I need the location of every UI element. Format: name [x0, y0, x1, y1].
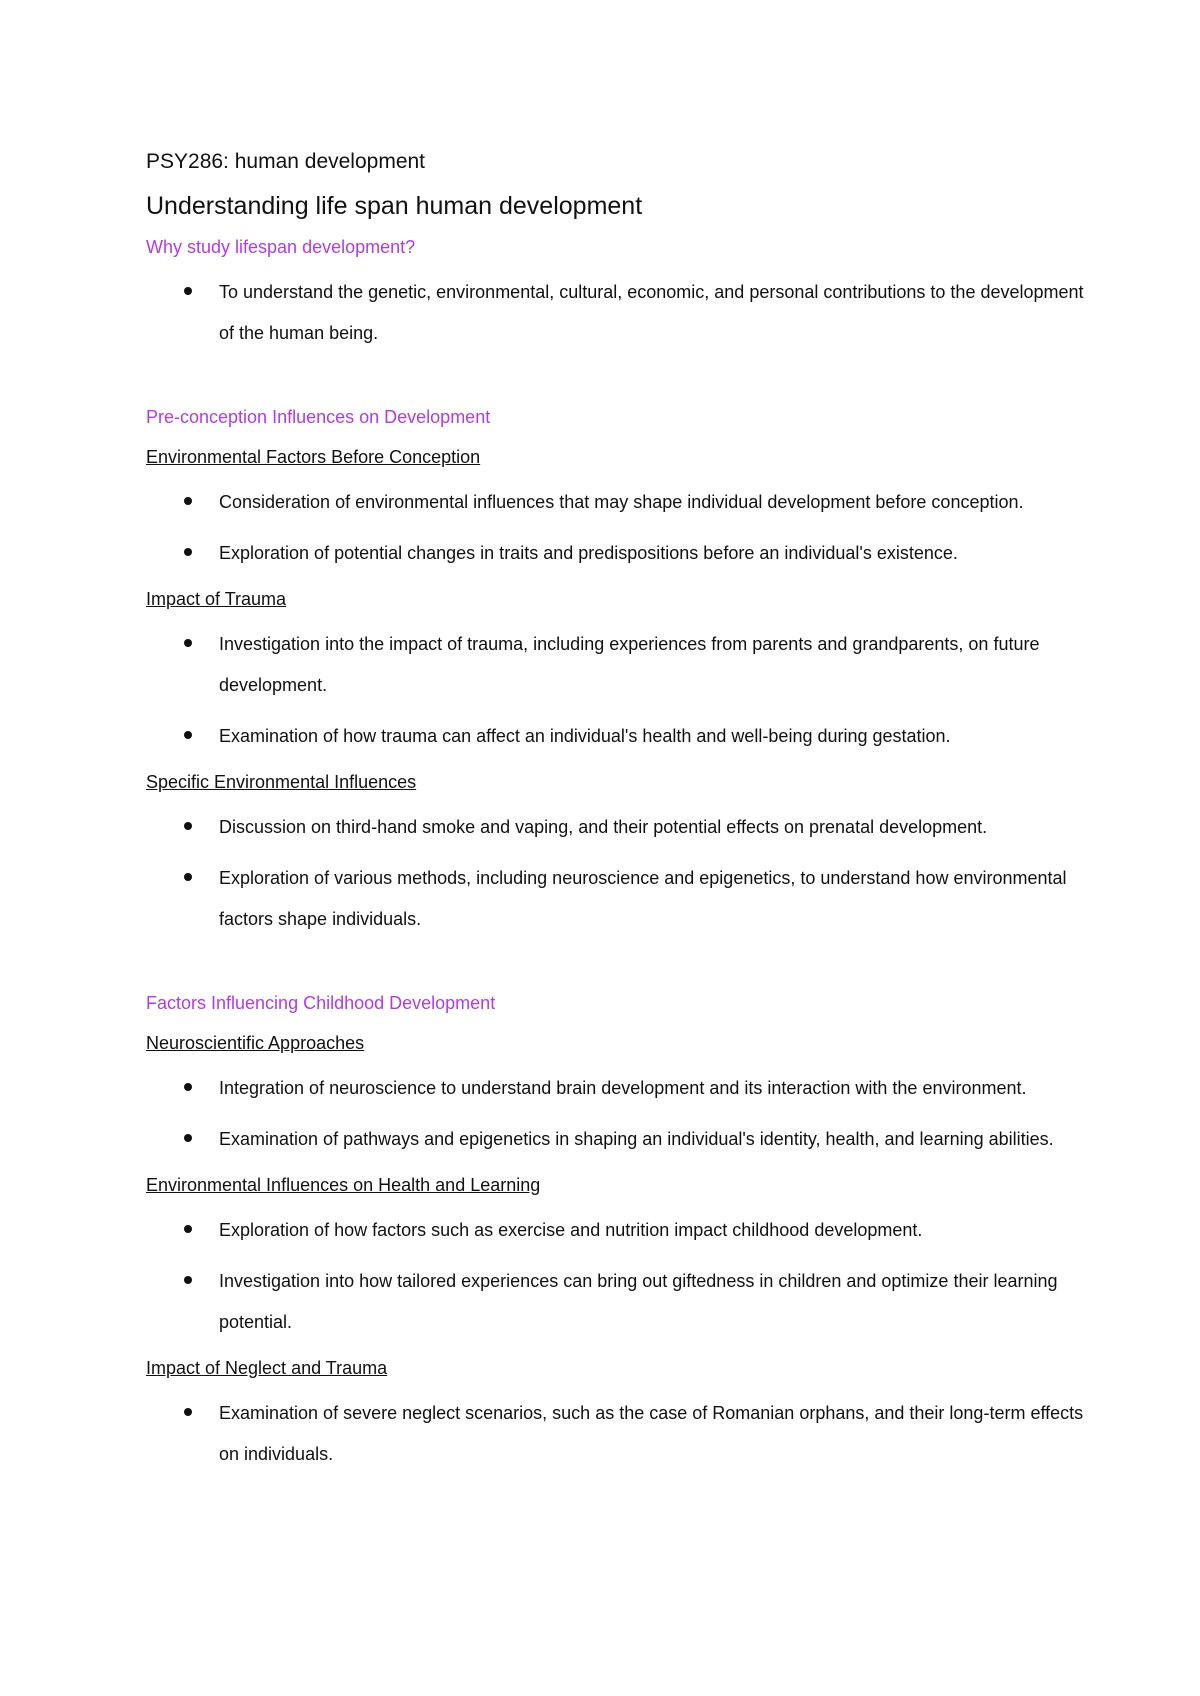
bullet-icon [184, 873, 192, 881]
bullet-item [146, 1068, 1086, 1109]
bullet-text: Examination of severe neglect scenarios, such as the case of Romanian orphans, and their long-term effects on individuals. [219, 1403, 1084, 1464]
bullet-text: To understand the genetic, environmental, cultural, economic, and personal contributions to the development of the human being. [219, 282, 1084, 343]
document-title: PSY286: human development [146, 150, 426, 173]
subheading: Impact of Trauma [146, 589, 287, 609]
bullet-list [146, 807, 1086, 940]
bullet-icon [184, 1134, 192, 1142]
section-spacer [146, 950, 1086, 988]
section-preconception [146, 402, 1086, 940]
bullet-list [146, 272, 1086, 354]
bullet-icon [184, 731, 192, 739]
bullet-icon [184, 1083, 192, 1091]
bullet-icon [184, 639, 192, 647]
bullet-text: Discussion on third-hand smoke and vaping, and their potential effects on prenatal development. [219, 817, 988, 837]
bullet-list [146, 1068, 1086, 1160]
bullet-item [146, 624, 1086, 706]
bullet-icon [184, 1408, 192, 1416]
bullet-text: Investigation into how tailored experiences can bring out giftedness in children and optimize their learning potential. [219, 1271, 1058, 1332]
bullet-list [146, 482, 1086, 574]
bullet-icon [184, 548, 192, 556]
bullet-icon [184, 1225, 192, 1233]
bullet-list [146, 1393, 1086, 1475]
subheading: Specific Environmental Influences [146, 772, 417, 792]
section-heading: Pre-conception Influences on Development [146, 407, 491, 427]
bullet-text: Examination of pathways and epigenetics in shaping an individual's identity, health, and learning abilities. [219, 1129, 1054, 1149]
bullet-item [146, 716, 1086, 757]
bullet-item [146, 858, 1086, 940]
subheading: Environmental Factors Before Conception [146, 447, 481, 467]
subheading: Neuroscientific Approaches [146, 1033, 365, 1053]
subheading: Environmental Influences on Health and Learning [146, 1175, 541, 1195]
bullet-icon [184, 497, 192, 505]
document-content [146, 148, 1086, 1485]
bullet-text: Exploration of how factors such as exercise and nutrition impact childhood development. [219, 1220, 923, 1240]
bullet-text: Consideration of environmental influences that may shape individual development before conception. [219, 492, 1024, 512]
bullet-text: Exploration of various methods, including neuroscience and epigenetics, to understand how environmental factors shape individuals. [219, 868, 1067, 929]
section-why-study [146, 232, 1086, 354]
bullet-item [146, 1210, 1086, 1251]
section-childhood-factors [146, 988, 1086, 1475]
section-heading: Factors Influencing Childhood Development [146, 993, 496, 1013]
main-heading: Understanding life span human development [146, 192, 643, 220]
bullet-text: Investigation into the impact of trauma, including experiences from parents and grandparents, on future development. [219, 634, 1040, 695]
bullet-item [146, 533, 1086, 574]
bullet-text: Exploration of potential changes in traits and predispositions before an individual's existence. [219, 543, 958, 563]
bullet-icon [184, 822, 192, 830]
section-spacer [146, 364, 1086, 402]
bullet-item [146, 1261, 1086, 1343]
bullet-item [146, 482, 1086, 523]
bullet-icon [184, 287, 192, 295]
bullet-item [146, 272, 1086, 354]
bullet-item [146, 1119, 1086, 1160]
bullet-list [146, 624, 1086, 757]
bullet-item [146, 1393, 1086, 1475]
bullet-item [146, 807, 1086, 848]
bullet-icon [184, 1276, 192, 1284]
subheading: Impact of Neglect and Trauma [146, 1358, 388, 1378]
bullet-text: Examination of how trauma can affect an individual's health and well-being during gestation. [219, 726, 951, 746]
bullet-list [146, 1210, 1086, 1343]
bullet-text: Integration of neuroscience to understand brain development and its interaction with the environment. [219, 1078, 1027, 1098]
section-heading: Why study lifespan development? [146, 237, 416, 257]
